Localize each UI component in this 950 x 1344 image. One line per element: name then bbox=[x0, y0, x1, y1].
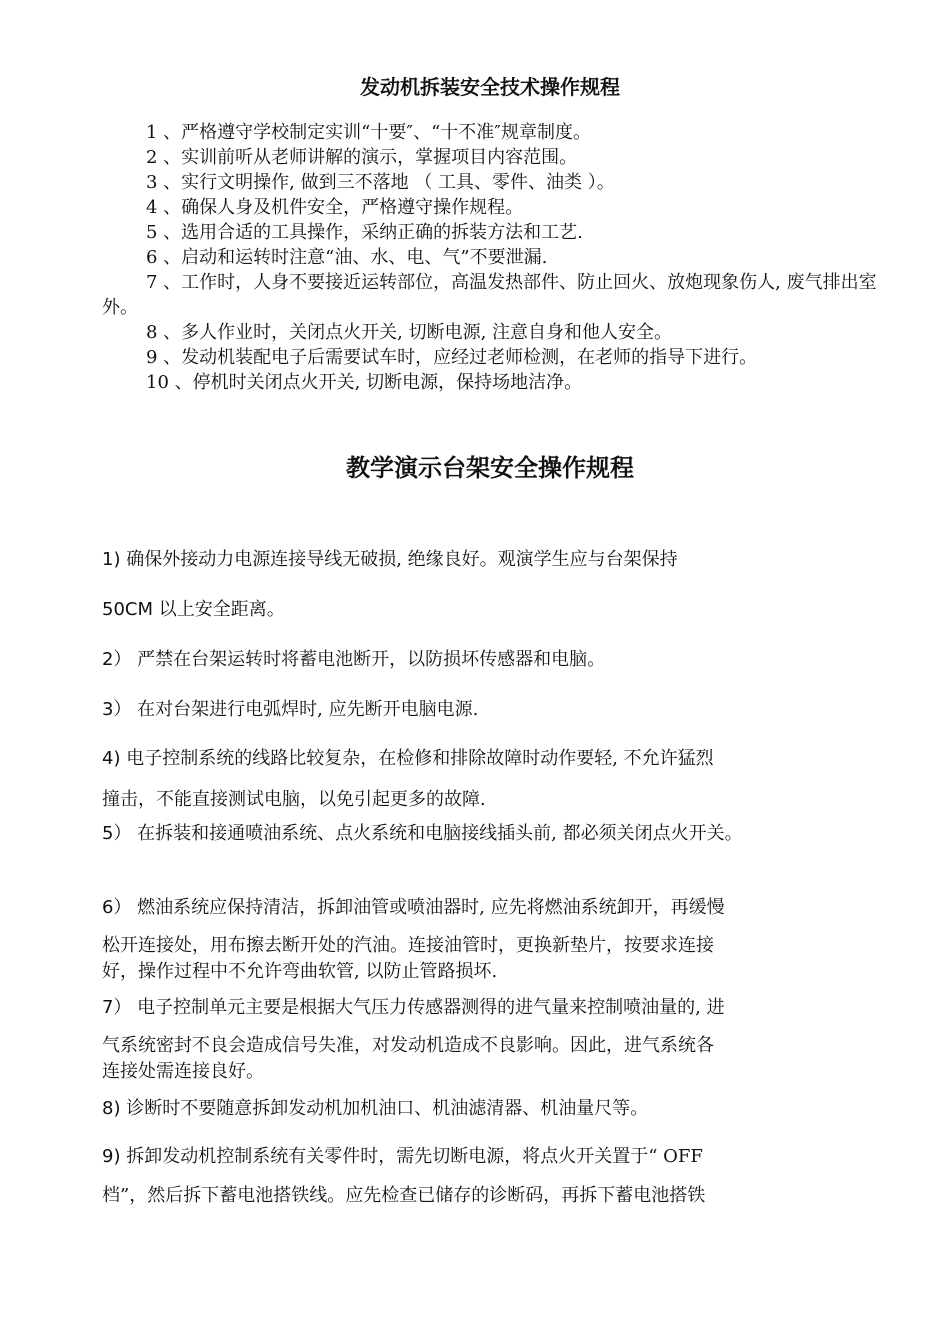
rule-text: 档”，然后拆下蓄电池搭铁线。应先检查已储存的诊断码，再拆下蓄电池搭铁 bbox=[102, 1185, 706, 1206]
rule-number: 3） bbox=[102, 699, 132, 720]
rule-text: 确保外接动力电源连接导线无破损, 绝缘良好。观演学生应与台架保持 bbox=[120, 549, 678, 570]
rule-line bbox=[102, 1143, 892, 1170]
rule-line bbox=[102, 1032, 892, 1059]
rule-line bbox=[102, 596, 892, 623]
rule-line bbox=[102, 932, 892, 959]
rule-line bbox=[102, 696, 892, 723]
list-item: 2 、实训前听从老师讲解的演示，掌握项目内容范围。 bbox=[146, 147, 578, 168]
list-item: 10 、停机时关闭点火开关, 切断电源，保持场地洁净。 bbox=[146, 372, 583, 393]
list-item: 1 、严格遵守学校制定实训“十要″、“十不准″规章制度。 bbox=[146, 122, 592, 143]
rule-number: 9) bbox=[102, 1146, 121, 1167]
rule-text: 严禁在台架运转时将蓄电池断开，以防损坏传感器和电脑。 bbox=[131, 649, 606, 670]
section1-list bbox=[102, 120, 882, 395]
rule-number: 5） bbox=[102, 823, 132, 844]
rule-text: 在对台架进行电弧焊时, 应先断开电脑电源. bbox=[131, 699, 479, 720]
rule-text: 以上安全距离。 bbox=[153, 599, 285, 620]
rule-number: 4) bbox=[102, 748, 121, 769]
list-item: 4 、确保人身及机件安全，严格遵守操作规程。 bbox=[146, 197, 524, 218]
list-item: 7 、工作时，人身不要接近运转部位，高温发热部件、防止回火、放炮现象伤人, 废气排出室外。 bbox=[102, 272, 877, 318]
list-item: 9 、发动机装配电子后需要试车时，应经过老师检测，在老师的指导下进行。 bbox=[146, 347, 758, 368]
rule-text: 好，操作过程中不允许弯曲软管, 以防止管路损坏. bbox=[102, 961, 498, 982]
rule-line bbox=[102, 1058, 892, 1085]
rule-number: 7） bbox=[102, 997, 132, 1018]
rule-line bbox=[102, 1095, 892, 1122]
rule-line bbox=[102, 1182, 892, 1209]
rule-line bbox=[102, 820, 892, 847]
rule-text: 撞击，不能直接测试电脑，以免引起更多的故障. bbox=[102, 789, 486, 810]
section2-title: 教学演示台架安全操作规程 bbox=[346, 454, 634, 482]
rule-line bbox=[102, 994, 892, 1021]
rule-line bbox=[102, 786, 892, 813]
rule-text: 在拆装和接通喷油系统、点火系统和电脑接线插头前, 都必须关闭点火开关。 bbox=[131, 823, 743, 844]
rule-text: 松开连接处，用布擦去断开处的汽油。连接油管时，更换新垫片，按要求连接 bbox=[102, 935, 714, 956]
list-item: 8 、多人作业时，关闭点火开关, 切断电源, 注意自身和他人安全。 bbox=[146, 322, 673, 343]
section1-title: 发动机拆装安全技术操作规程 bbox=[360, 75, 620, 99]
rule-text: 燃油系统应保持清洁，拆卸油管或喷油器时, 应先将燃油系统卸开，再缓慢 bbox=[131, 897, 725, 918]
rule-line bbox=[102, 745, 892, 772]
rule-line bbox=[102, 646, 892, 673]
rule-line bbox=[102, 546, 892, 573]
rule-text: 气系统密封不良会造成信号失准，对发动机造成不良影响。因此，进气系统各 bbox=[102, 1035, 714, 1056]
rule-text: 电子控制单元主要是根据大气压力传感器测得的进气量来控制喷油量的, 进 bbox=[131, 997, 725, 1018]
rule-text: 拆卸发动机控制系统有关零件时，需先切断电源，将点火开关置于“ OFF bbox=[120, 1146, 703, 1167]
rule-text: 诊断时不要随意拆卸发动机加机油口、机油滤清器、机油量尺等。 bbox=[120, 1098, 649, 1119]
list-item: 6 、启动和运转时注意“油、水、电、气”不要泄漏. bbox=[146, 247, 548, 268]
rule-number: 8) bbox=[102, 1098, 121, 1119]
rule-line bbox=[102, 894, 892, 921]
rule-line bbox=[102, 958, 892, 985]
rule-text: 电子控制系统的线路比较复杂，在检修和排除故障时动作要轻, 不允许猛烈 bbox=[120, 748, 714, 769]
rule-text: 连接处需连接良好。 bbox=[102, 1061, 264, 1082]
rule-number: 6） bbox=[102, 897, 132, 918]
rule-number: 1) bbox=[102, 549, 121, 570]
list-item: 3 、实行文明操作, 做到三不落地 （ 工具、零件、油类 ）。 bbox=[146, 172, 615, 193]
rule-number: 50CM bbox=[102, 599, 154, 620]
list-item: 5 、选用合适的工具操作，采纳正确的拆装方法和工艺. bbox=[146, 222, 583, 243]
rule-number: 2） bbox=[102, 649, 132, 670]
